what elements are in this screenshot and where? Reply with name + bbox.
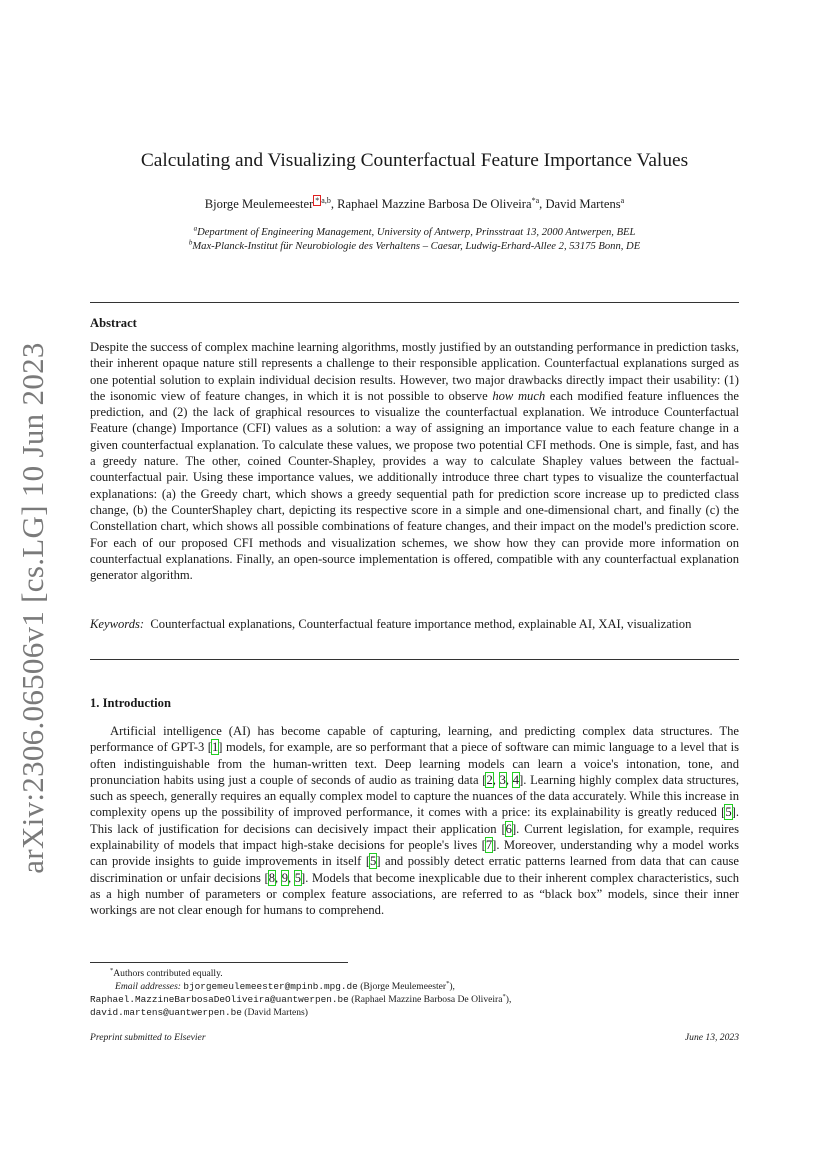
citation-link[interactable]: 4 [512,772,520,787]
email-link-mazzine[interactable]: Raphael.MazzineBarbosaDeOliveira@uantwerpen.be [90,994,349,1005]
abstract-top-rule [90,302,739,303]
section-heading-introduction: 1. Introduction [90,696,171,710]
author-list [90,197,739,212]
keywords-label: Keywords: [90,617,145,631]
arxiv-sidebar-stamp [15,342,50,874]
citation-link[interactable]: 5 [370,854,377,869]
paper-title: Calculating and Visualizing Counterfactual Feature Importance Values [140,150,689,171]
footnotes: *Authors contributed equally. Email addresses: bjorgemeulemeester@mpinb.mpg.de (Bjorge Meulemeester*), Raphael.MazzineBarbosaDeOliveira@uantwerpen.be (Raphael Mazzine Barbosa De Oliveira*), david.martens@uantwerpen.be (David Martens) [90,967,739,1019]
author-1-name: Bjorge Meulemeester [204,197,314,211]
author-3-name: , David Martens [539,197,621,211]
preprint-date: June 13, 2023 [684,1032,739,1043]
footnote-equal-contribution: *Authors contributed equally. [110,966,223,979]
affiliations [90,226,739,254]
citation-link[interactable]: 5 [725,805,732,820]
introduction-paragraph: Artificial intelligence (AI) has become capable of capturing, learning, and predicting complex data structures. The performance of GPT-3 [1] models, for example, are so performant that a piece of software can mimic language to a level that is often indistinguishable from the human-written text. Deep learning models can learn a voice's intonation, tone, and pronunciation habits using just a couple of seconds of audio as training data [2, 3, 4]. Learning highly complex data structures, such as speech, generally requires an equally complex model to capture the nuances of the data accurately. While this increase in complexity opens up the possibility of improved performance, it comes with a price: its explainability is greatly reduced [5]. This lack of justification for decisions can decisively impact their application [6]. Current legislation, for example, requires explainability of models that impact high-stake decisions for people's lives [7]. Moreover, understanding why a model works can provide insights to guide improvements in itself [5] and possibly detect erratic patterns learned from data that can cause discrimination or unfair decisions [8, 9, 5]. Models that become inexplicable due to their inherent complex characteristics, such as a high number of parameters or complex feature associations, are referred to as “black box” models, since their inner workings are not clear enough for humans to comprehend. [90,724,740,918]
author-3-affiliation-mark: a [620,195,625,205]
arxiv-identifier: arXiv:2306.06506v1 [cs.LG] 10 Jun 2023 [15,342,50,874]
footnote-emails: Email addresses: bjorgemeulemeester@mpinb.mpg.de (Bjorge Meulemeester*), [115,979,455,992]
abstract-bottom-rule [90,659,739,660]
citation-link[interactable]: 1 [212,740,219,755]
author-2-affiliation-mark: *a [531,195,540,205]
citation-link[interactable]: 2 [486,772,493,787]
footnote-rule [90,962,348,963]
citation-link[interactable]: 3 [499,772,506,787]
affiliation-b: $^b$Max-Planck-Institut für Neurobiologie des Verhaltens – Caesar, Ludwig-Erhard-Allee 2, 53175 Bonn, DE [188,238,641,252]
citation-link[interactable]: 5 [294,870,302,885]
keywords [90,616,739,632]
keywords-text: Counterfactual explanations, Counterfactual feature importance method, explainable AI, XAI, visualization [150,617,692,631]
author-1-footnote-link[interactable]: * [315,195,320,205]
citation-link[interactable]: 9 [281,870,289,885]
email-link-martens[interactable]: david.martens@uantwerpen.be [90,1007,242,1018]
email-link-meulemeester[interactable]: bjorgemeulemeester@mpinb.mpg.de [183,981,358,992]
abstract-text: Despite the success of complex machine learning algorithms, mostly justified by an outstanding performance in prediction tasks, their inherent opaque nature still represents a challenge to their responsible application. Counterfactual explanations surged as one potential solution to explain individual decision results. However, two major drawbacks directly impact their usability: (1) the isonomic view of feature changes, in which it is not possible to observe how much each modified feature influences the prediction, and (2) the lack of graphical resources to visualize the counterfactual explanation. We introduce Counterfactual Feature (change) Importance (CFI) values as a solution: a way of assigning an importance value to each feature change in a given counterfactual explanation. To calculate these values, we propose two potential CFI methods. One is simple, fast, and has a greedy nature. The other, coined Counter-Shapley, provides a way to calculate Shapley values between the factual-counterfactual pair. Using these importance values, we additionally introduce three chart types to visualize the counterfactual explanations: (a) the Greedy chart, which shows a greedy sequential path for prediction score increase up to predicted class change, (b) the CounterShapley chart, depicting its respective score in a simple and one-dimensional chart, and finally (c) the Constellation chart, which shows all possible combinations of feature changes, and their impact on the model's prediction score. For each of our proposed CFI methods and visualization schemes, we show how they can provide more information on counterfactual explanations. Finally, an open-source implementation is offered, compatible with any counterfactual explanation generator algorithm. [90,340,740,583]
author-2-name: , Raphael Mazzine Barbosa De Oliveira [330,197,532,211]
citation-link[interactable]: 6 [505,821,512,836]
citation-link[interactable]: 7 [485,838,493,853]
abstract-heading: Abstract [90,316,137,330]
preprint-notice: Preprint submitted to Elsevier [90,1032,206,1043]
citation-link[interactable]: 8 [268,870,275,885]
affiliation-a: $^a$Department of Engineering Management, University of Antwerp, Prinsstraat 13, 2000 Antwerpen, BEL [193,224,636,238]
author-1-affiliation-mark: a,b [321,195,331,205]
